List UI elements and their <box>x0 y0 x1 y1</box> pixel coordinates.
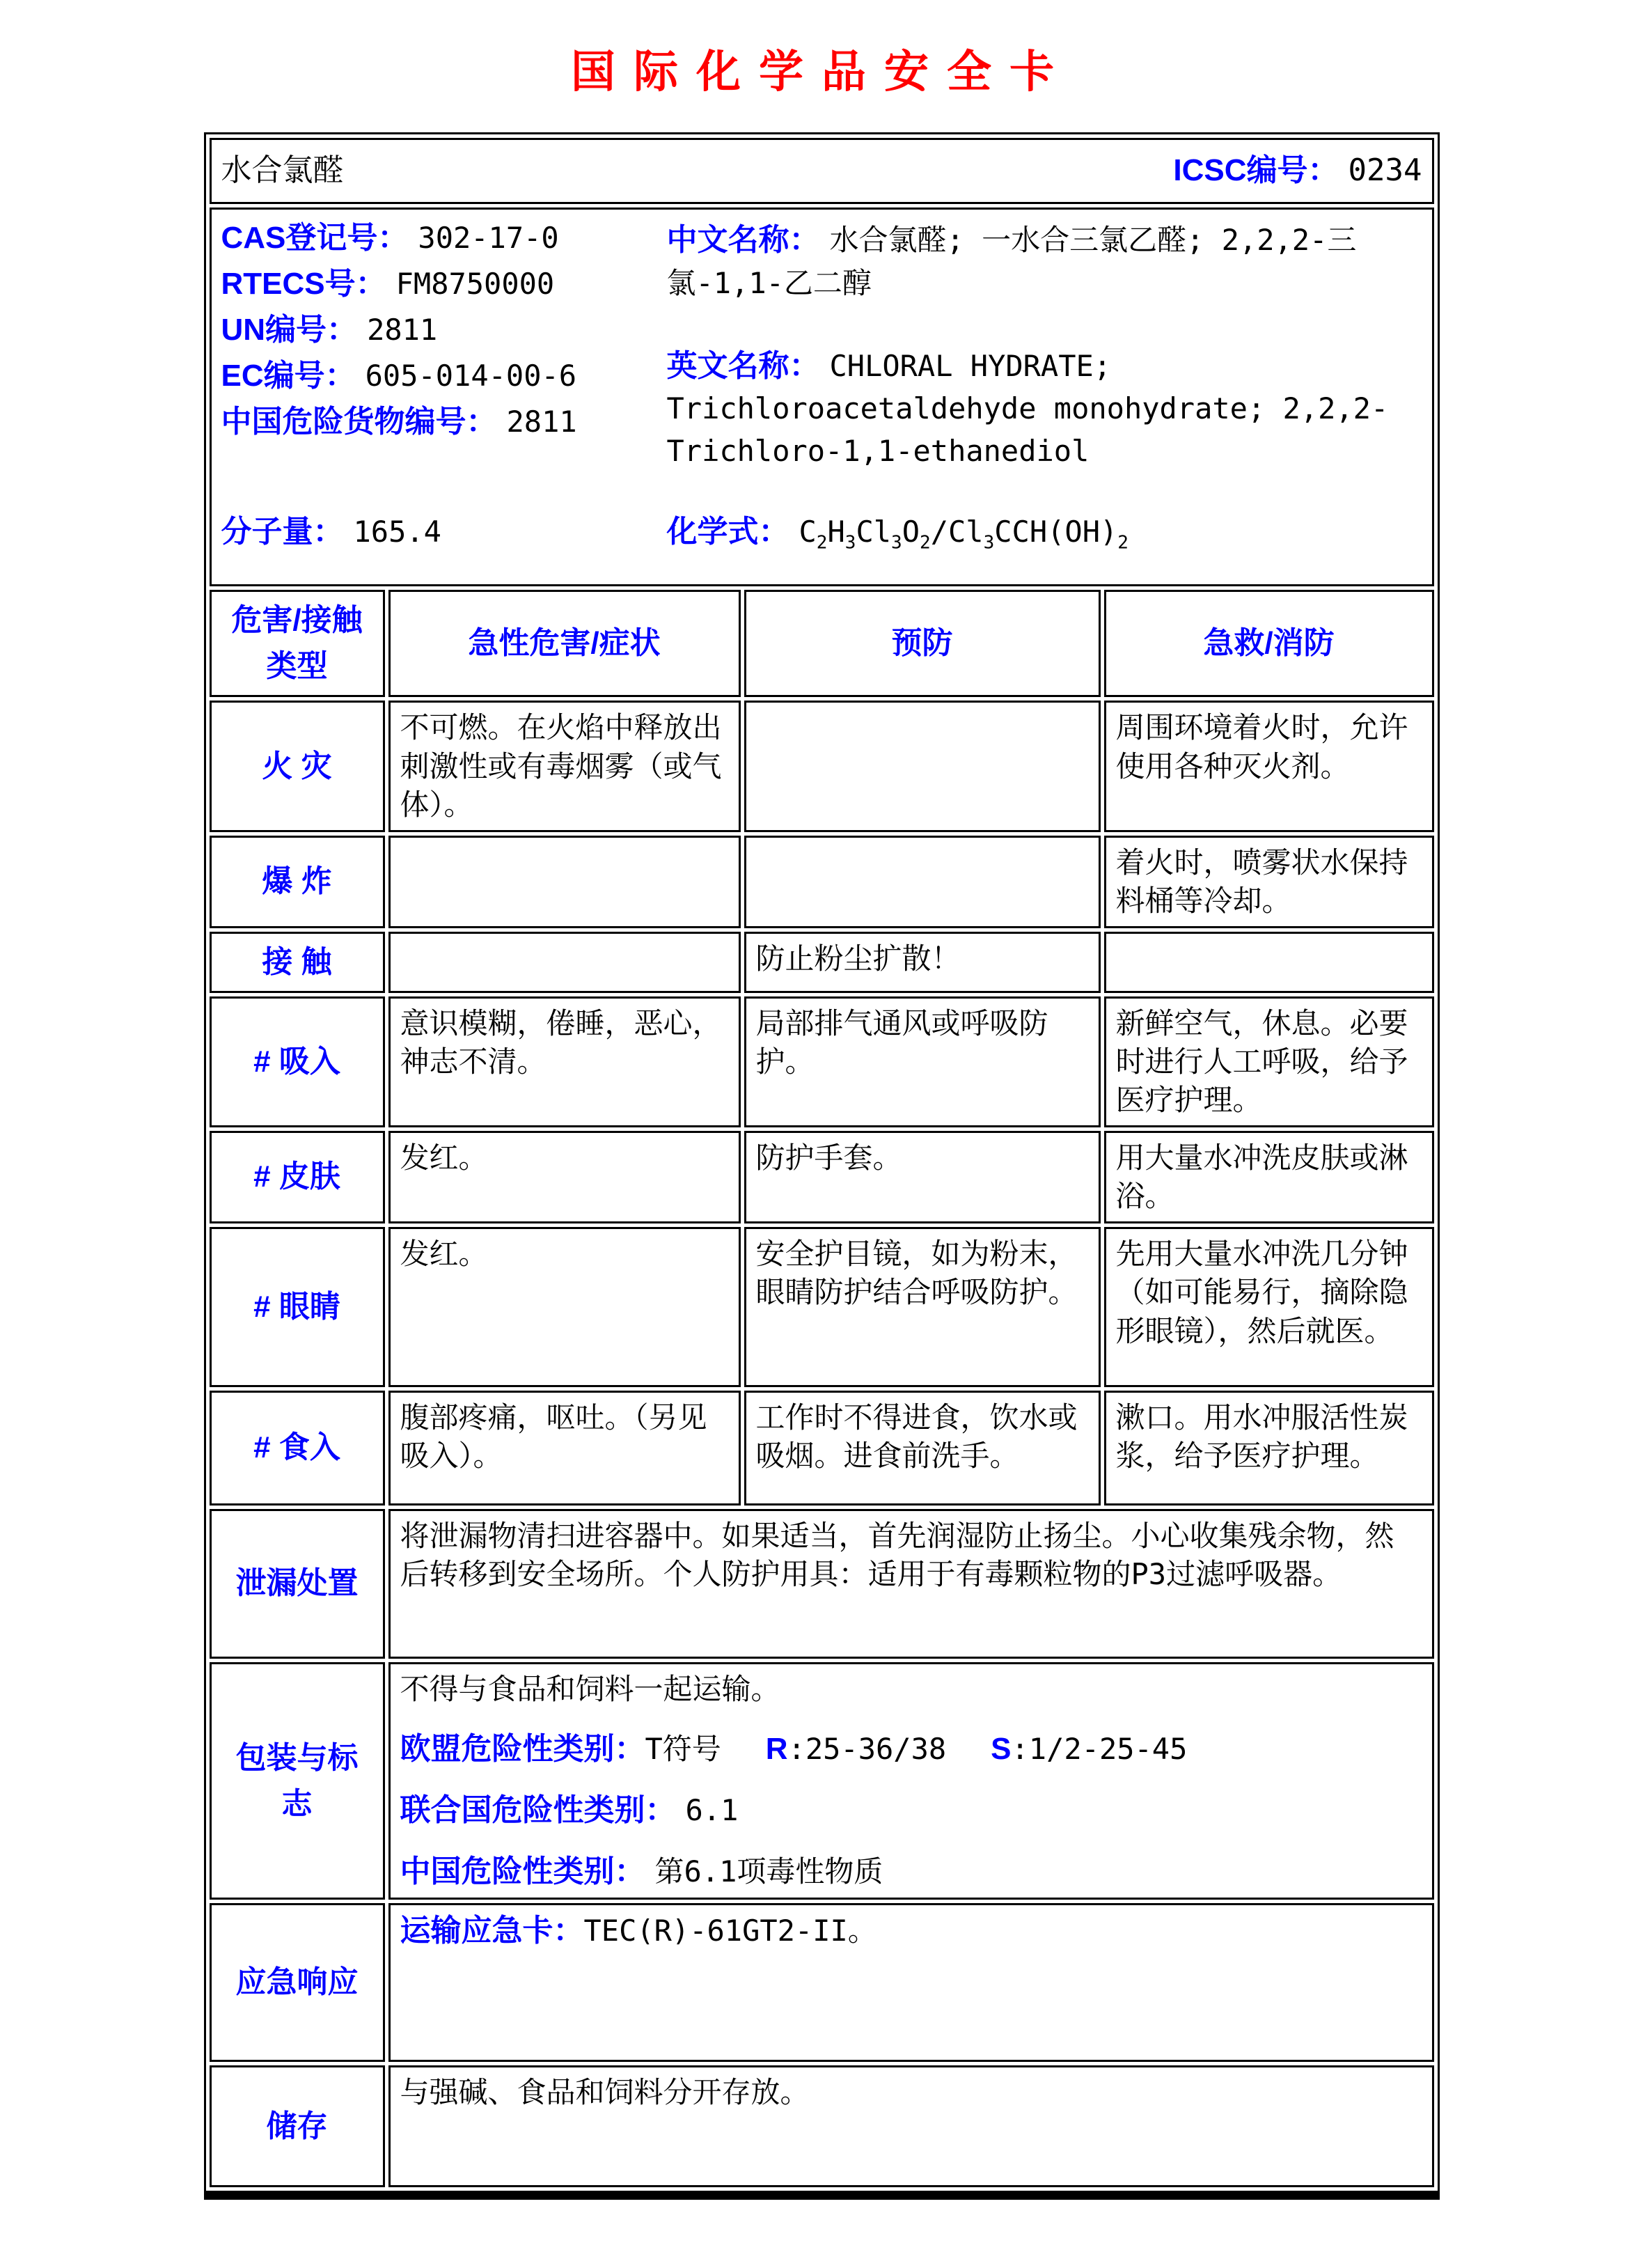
eu-class-symbol: T符号 <box>645 1732 721 1767</box>
contact-label: 接 触 <box>210 932 385 993</box>
rtecs-number-label: RTECS号： <box>221 267 386 301</box>
section-row-packaging <box>210 1662 1434 1900</box>
header-prevention: 预防 <box>744 590 1101 697</box>
eyes-symptoms-cell: 发红。 <box>388 1227 741 1387</box>
s-phrases-value: :1/2-25-45 <box>1011 1732 1188 1767</box>
ec-number-value: 605-014-00-6 <box>365 359 577 393</box>
header-first-aid: 急救/消防 <box>1104 590 1434 697</box>
inhalation-label: # 吸入 <box>210 996 385 1127</box>
english-name <box>667 344 1422 474</box>
icsc-number-label: ICSC编号： <box>1173 153 1339 188</box>
substance-names <box>667 215 1422 512</box>
inhalation-symptoms-cell: 意识模糊，倦睡，恶心，神志不清。 <box>388 996 741 1127</box>
packaging-label: 包装与标志 <box>210 1662 385 1900</box>
chemical-formula-value: $C_2H_3Cl_3O_2/Cl_3CCH(OH)_2$ <box>799 515 1129 554</box>
r-phrases-value: :25-36/38 <box>787 1732 947 1767</box>
ingestion-prevention-cell: 工作时不得进食，饮水或吸烟。进食前洗手。 <box>744 1391 1101 1506</box>
safety-card <box>204 132 1440 2200</box>
un-class-value: 6.1 <box>685 1793 739 1828</box>
cn-dangerous-goods-number-label: 中国危险货物编号： <box>221 405 497 439</box>
fire-first-aid-cell: 周围环境着火时，允许使用各种灭火剂。 <box>1104 701 1434 831</box>
explosion-symptoms-cell <box>388 836 741 928</box>
rtecs-number-value: FM8750000 <box>395 267 555 301</box>
header-hazard-type: 危害/接触类型 <box>210 590 385 697</box>
page <box>0 36 1643 2200</box>
transport-emergency-card-value: TEC(R)-61GT2-II。 <box>583 1914 877 1948</box>
card-title-bar-content <box>221 150 1422 191</box>
explosion-label: 爆 炸 <box>210 836 385 928</box>
un-number-label: UN编号： <box>221 313 358 347</box>
ingestion-first-aid-cell: 漱口。用水冲服活性炭浆，给予医疗护理。 <box>1104 1391 1434 1506</box>
chinese-name-value: 水合氯醛; 一水合三氯乙醛; 2,2,2-三氯-1,1-乙二醇 <box>666 223 1357 300</box>
explosion-first-aid-cell: 着火时，喷雾状水保持料桶等冷却。 <box>1104 836 1434 928</box>
registry-numbers <box>221 215 667 512</box>
inhalation-prevention-cell: 局部排气通风或呼吸防护。 <box>744 996 1101 1127</box>
s-phrases <box>991 1732 1187 1766</box>
molecular-weight <box>221 512 667 552</box>
storage-content-cell: 与强碱、食品和饲料分开存放。 <box>388 2065 1434 2187</box>
icsc-number-group <box>1173 150 1422 191</box>
substance-name: 水合氯醛 <box>221 152 344 189</box>
cas-number-label: CAS登记号： <box>221 221 409 255</box>
contact-first-aid-cell <box>1104 932 1434 993</box>
eyes-label: # 眼睛 <box>210 1227 385 1387</box>
transport-emergency-card-label: 运输应急卡： <box>400 1914 584 1948</box>
contact-symptoms-cell <box>388 932 741 993</box>
s-phrases-label: S <box>991 1732 1012 1767</box>
rtecs-number <box>221 261 667 307</box>
hazard-header-row <box>210 590 1434 697</box>
identification-row <box>210 208 1434 586</box>
cn-class-label: 中国危险性类别： <box>400 1854 645 1889</box>
cas-number-value: 302-17-0 <box>418 221 559 255</box>
explosion-prevention-cell <box>744 836 1101 928</box>
fire-label: 火 灾 <box>210 701 385 831</box>
chemical-formula <box>667 512 1422 552</box>
eyes-first-aid-cell: 先用大量水冲洗几分钟（如可能易行，摘除隐形眼镜），然后就医。 <box>1104 1227 1434 1387</box>
packaging-eu-classification <box>400 1729 1422 1769</box>
spill-content-cell: 将泄漏物清扫进容器中。如果适当，首先润湿防止扬尘。小心收集残余物，然后转移到安全场所。个人防护用具：适用于有毒颗粒物的P3过滤呼吸器。 <box>388 1509 1434 1659</box>
hazard-row-skin <box>210 1131 1434 1223</box>
eu-class-label: 欧盟危险性类别： <box>400 1732 645 1767</box>
skin-label: # 皮肤 <box>210 1131 385 1223</box>
cn-class-value: 第6.1项毒性物质 <box>654 1854 883 1889</box>
cn-dangerous-goods-number <box>221 399 667 445</box>
page-title: 国际化学品安全卡 <box>571 47 1072 97</box>
section-row-storage <box>210 2065 1434 2187</box>
packaging-cn-classification <box>400 1852 1422 1892</box>
icsc-number-value: 0234 <box>1348 152 1422 189</box>
ec-number <box>221 353 667 399</box>
hazard-row-fire <box>210 701 1434 831</box>
chinese-name <box>667 218 1422 305</box>
cas-number <box>221 215 667 261</box>
card-title-row <box>210 138 1434 204</box>
skin-symptoms-cell: 发红。 <box>388 1131 741 1223</box>
header-symptoms: 急性危害/症状 <box>388 590 741 697</box>
inhalation-first-aid-cell: 新鲜空气，休息。必要时进行人工呼吸，给予医疗护理。 <box>1104 996 1434 1127</box>
hazard-row-eyes <box>210 1227 1434 1387</box>
packaging-un-classification <box>400 1790 1422 1831</box>
hazard-row-inhalation <box>210 996 1434 1127</box>
section-row-spill <box>210 1509 1434 1659</box>
un-number <box>221 307 667 353</box>
fire-symptoms-cell: 不可燃。在火焰中释放出刺激性或有毒烟雾（或气体）。 <box>388 701 741 831</box>
contact-prevention-cell: 防止粉尘扩散！ <box>744 932 1101 993</box>
ingestion-label: # 食入 <box>210 1391 385 1506</box>
chinese-name-label: 中文名称： <box>666 223 820 257</box>
emergency-label: 应急响应 <box>210 1903 385 2062</box>
fire-prevention-cell <box>744 701 1101 831</box>
storage-label: 储存 <box>210 2065 385 2187</box>
cn-dangerous-goods-number-value: 2811 <box>506 405 577 439</box>
r-phrases-label: R <box>765 1732 788 1767</box>
english-name-value: CHLORAL HYDRATE; Trichloroacetaldehyde monohydrate; 2,2,2-Trichloro-1,1-ethanediol <box>666 348 1389 469</box>
english-name-label: 英文名称： <box>666 348 820 383</box>
ingestion-symptoms-cell: 腹部疼痛，呕吐。（另见吸入）。 <box>388 1391 741 1506</box>
un-number-value: 2811 <box>367 313 438 347</box>
eyes-prevention-cell: 安全护目镜，如为粉末，眼睛防护结合呼吸防护。 <box>744 1227 1101 1387</box>
ec-number-label: EC编号： <box>221 359 356 393</box>
hazard-row-explosion <box>210 836 1434 928</box>
r-phrases <box>766 1732 946 1766</box>
packaging-content-cell <box>388 1662 1434 1900</box>
packaging-transport-note: 不得与食品和饲料一起运输。 <box>400 1671 780 1706</box>
molecular-weight-value: 165.4 <box>353 515 441 549</box>
skin-prevention-cell: 防护手套。 <box>744 1131 1101 1223</box>
molecular-weight-label: 分子量： <box>221 515 344 549</box>
chemical-formula-label: 化学式： <box>666 515 789 549</box>
identification-section <box>210 208 1434 586</box>
un-class-label: 联合国危险性类别： <box>400 1793 676 1828</box>
section-row-emergency <box>210 1903 1434 2062</box>
card-title-bar <box>210 138 1434 204</box>
hazard-row-ingestion <box>210 1391 1434 1506</box>
identification-grid <box>221 215 1422 579</box>
emergency-content-cell <box>388 1903 1434 2062</box>
skin-first-aid-cell: 用大量水冲洗皮肤或淋浴。 <box>1104 1131 1434 1223</box>
hazard-row-contact <box>210 932 1434 993</box>
spill-label: 泄漏处置 <box>210 1509 385 1659</box>
